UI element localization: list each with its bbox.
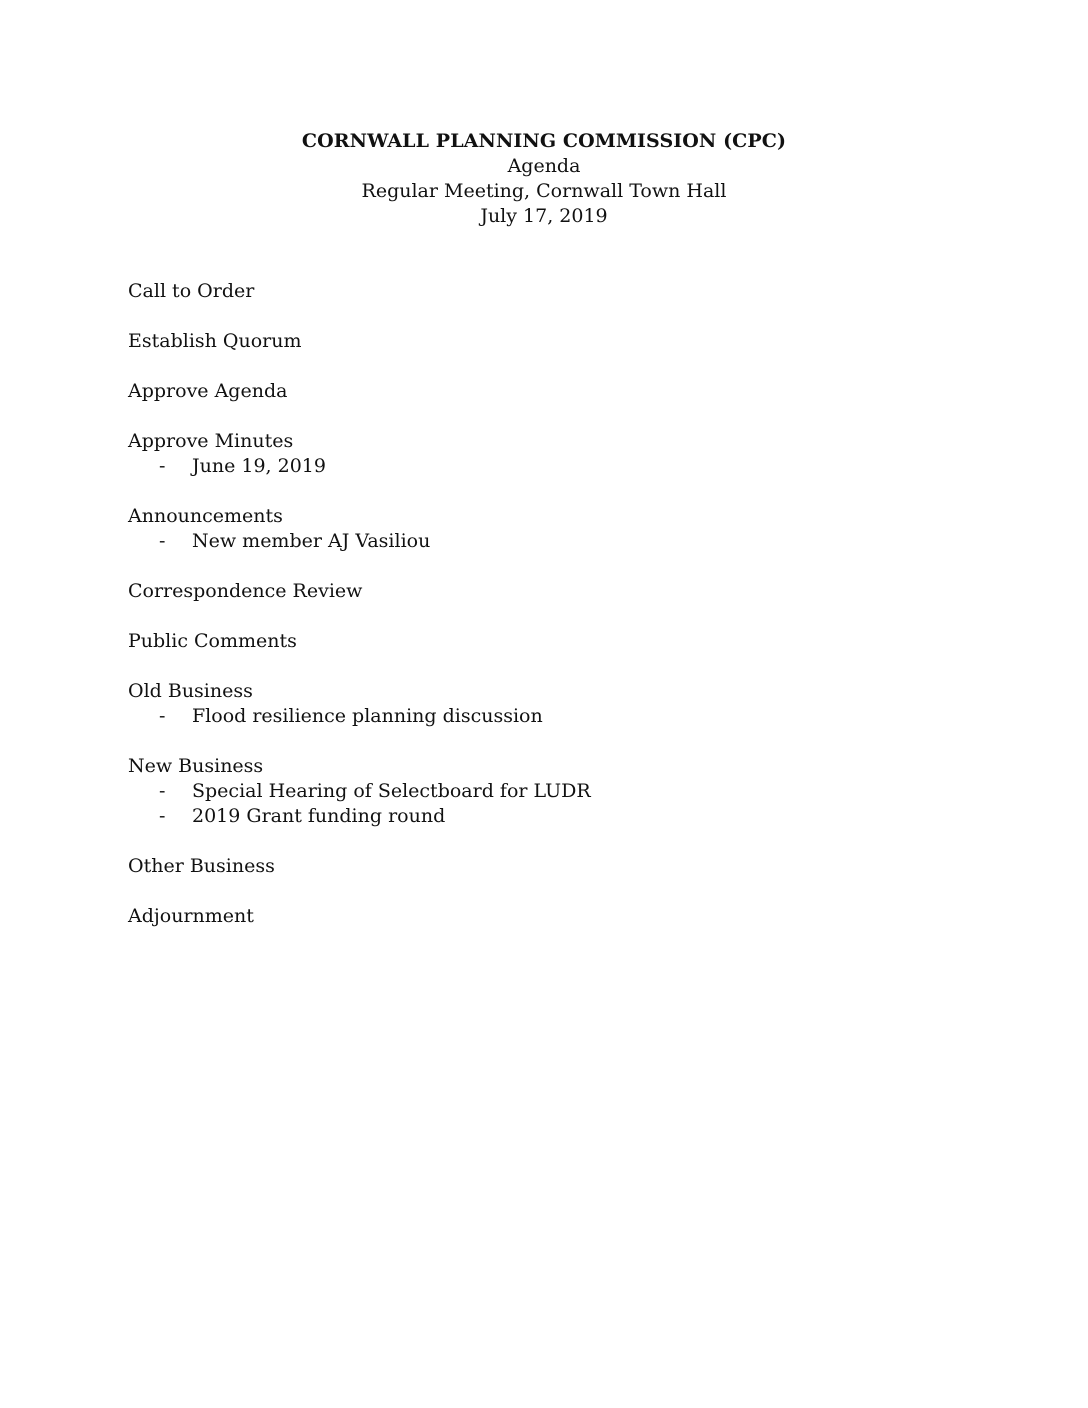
agenda-section-title: Call to Order	[128, 280, 255, 302]
meeting-location: Regular Meeting, Cornwall Town Hall	[361, 180, 727, 202]
agenda-sub-item	[128, 454, 988, 479]
agenda-sub-item-text: June 19, 2019	[192, 455, 326, 477]
agenda-section-title: Establish Quorum	[128, 330, 302, 352]
dash-bullet: -	[159, 705, 166, 727]
document-subtitle: Agenda	[507, 155, 581, 177]
agenda-sub-item	[128, 704, 988, 729]
dash-bullet: -	[159, 780, 166, 802]
agenda-sub-item	[128, 779, 988, 804]
agenda-section-title: Old Business	[128, 680, 253, 702]
agenda-section	[128, 379, 988, 404]
dash-bullet: -	[159, 455, 166, 477]
agenda-sub-item-text: 2019 Grant funding round	[192, 805, 446, 827]
dash-bullet: -	[159, 530, 166, 552]
agenda-section-title: Approve Agenda	[128, 380, 288, 402]
agenda-section	[128, 279, 988, 304]
agenda-section	[128, 854, 988, 879]
meeting-date: July 17, 2019	[480, 205, 608, 227]
agenda-section-title: Other Business	[128, 855, 275, 877]
agenda-section-title: Public Comments	[128, 630, 297, 652]
agenda-section-title: Announcements	[128, 505, 283, 527]
agenda-section	[128, 679, 988, 729]
agenda-section	[128, 579, 988, 604]
agenda-sub-item-text: New member AJ Vasiliou	[192, 530, 431, 552]
agenda-section-title: Correspondence Review	[128, 580, 363, 602]
agenda-sub-list	[128, 779, 988, 829]
agenda-section	[128, 629, 988, 654]
agenda-list	[128, 279, 988, 954]
agenda-sub-item	[128, 529, 988, 554]
agenda-section	[128, 429, 988, 479]
document-header	[0, 129, 1088, 229]
agenda-sub-list	[128, 704, 988, 729]
dash-bullet: -	[159, 805, 166, 827]
agenda-sub-list	[128, 454, 988, 479]
agenda-sub-list	[128, 529, 988, 554]
agenda-section-title: Adjournment	[128, 905, 254, 927]
document-title: CORNWALL PLANNING COMMISSION (CPC)	[301, 130, 787, 152]
agenda-section-title: New Business	[128, 755, 264, 777]
agenda-section	[128, 504, 988, 554]
agenda-sub-item-text: Special Hearing of Selectboard for LUDR	[192, 780, 591, 802]
agenda-section	[128, 754, 988, 829]
agenda-section	[128, 329, 988, 354]
agenda-section	[128, 904, 988, 929]
agenda-section-title: Approve Minutes	[128, 430, 294, 452]
agenda-sub-item-text: Flood resilience planning discussion	[192, 705, 543, 727]
agenda-sub-item	[128, 804, 988, 829]
